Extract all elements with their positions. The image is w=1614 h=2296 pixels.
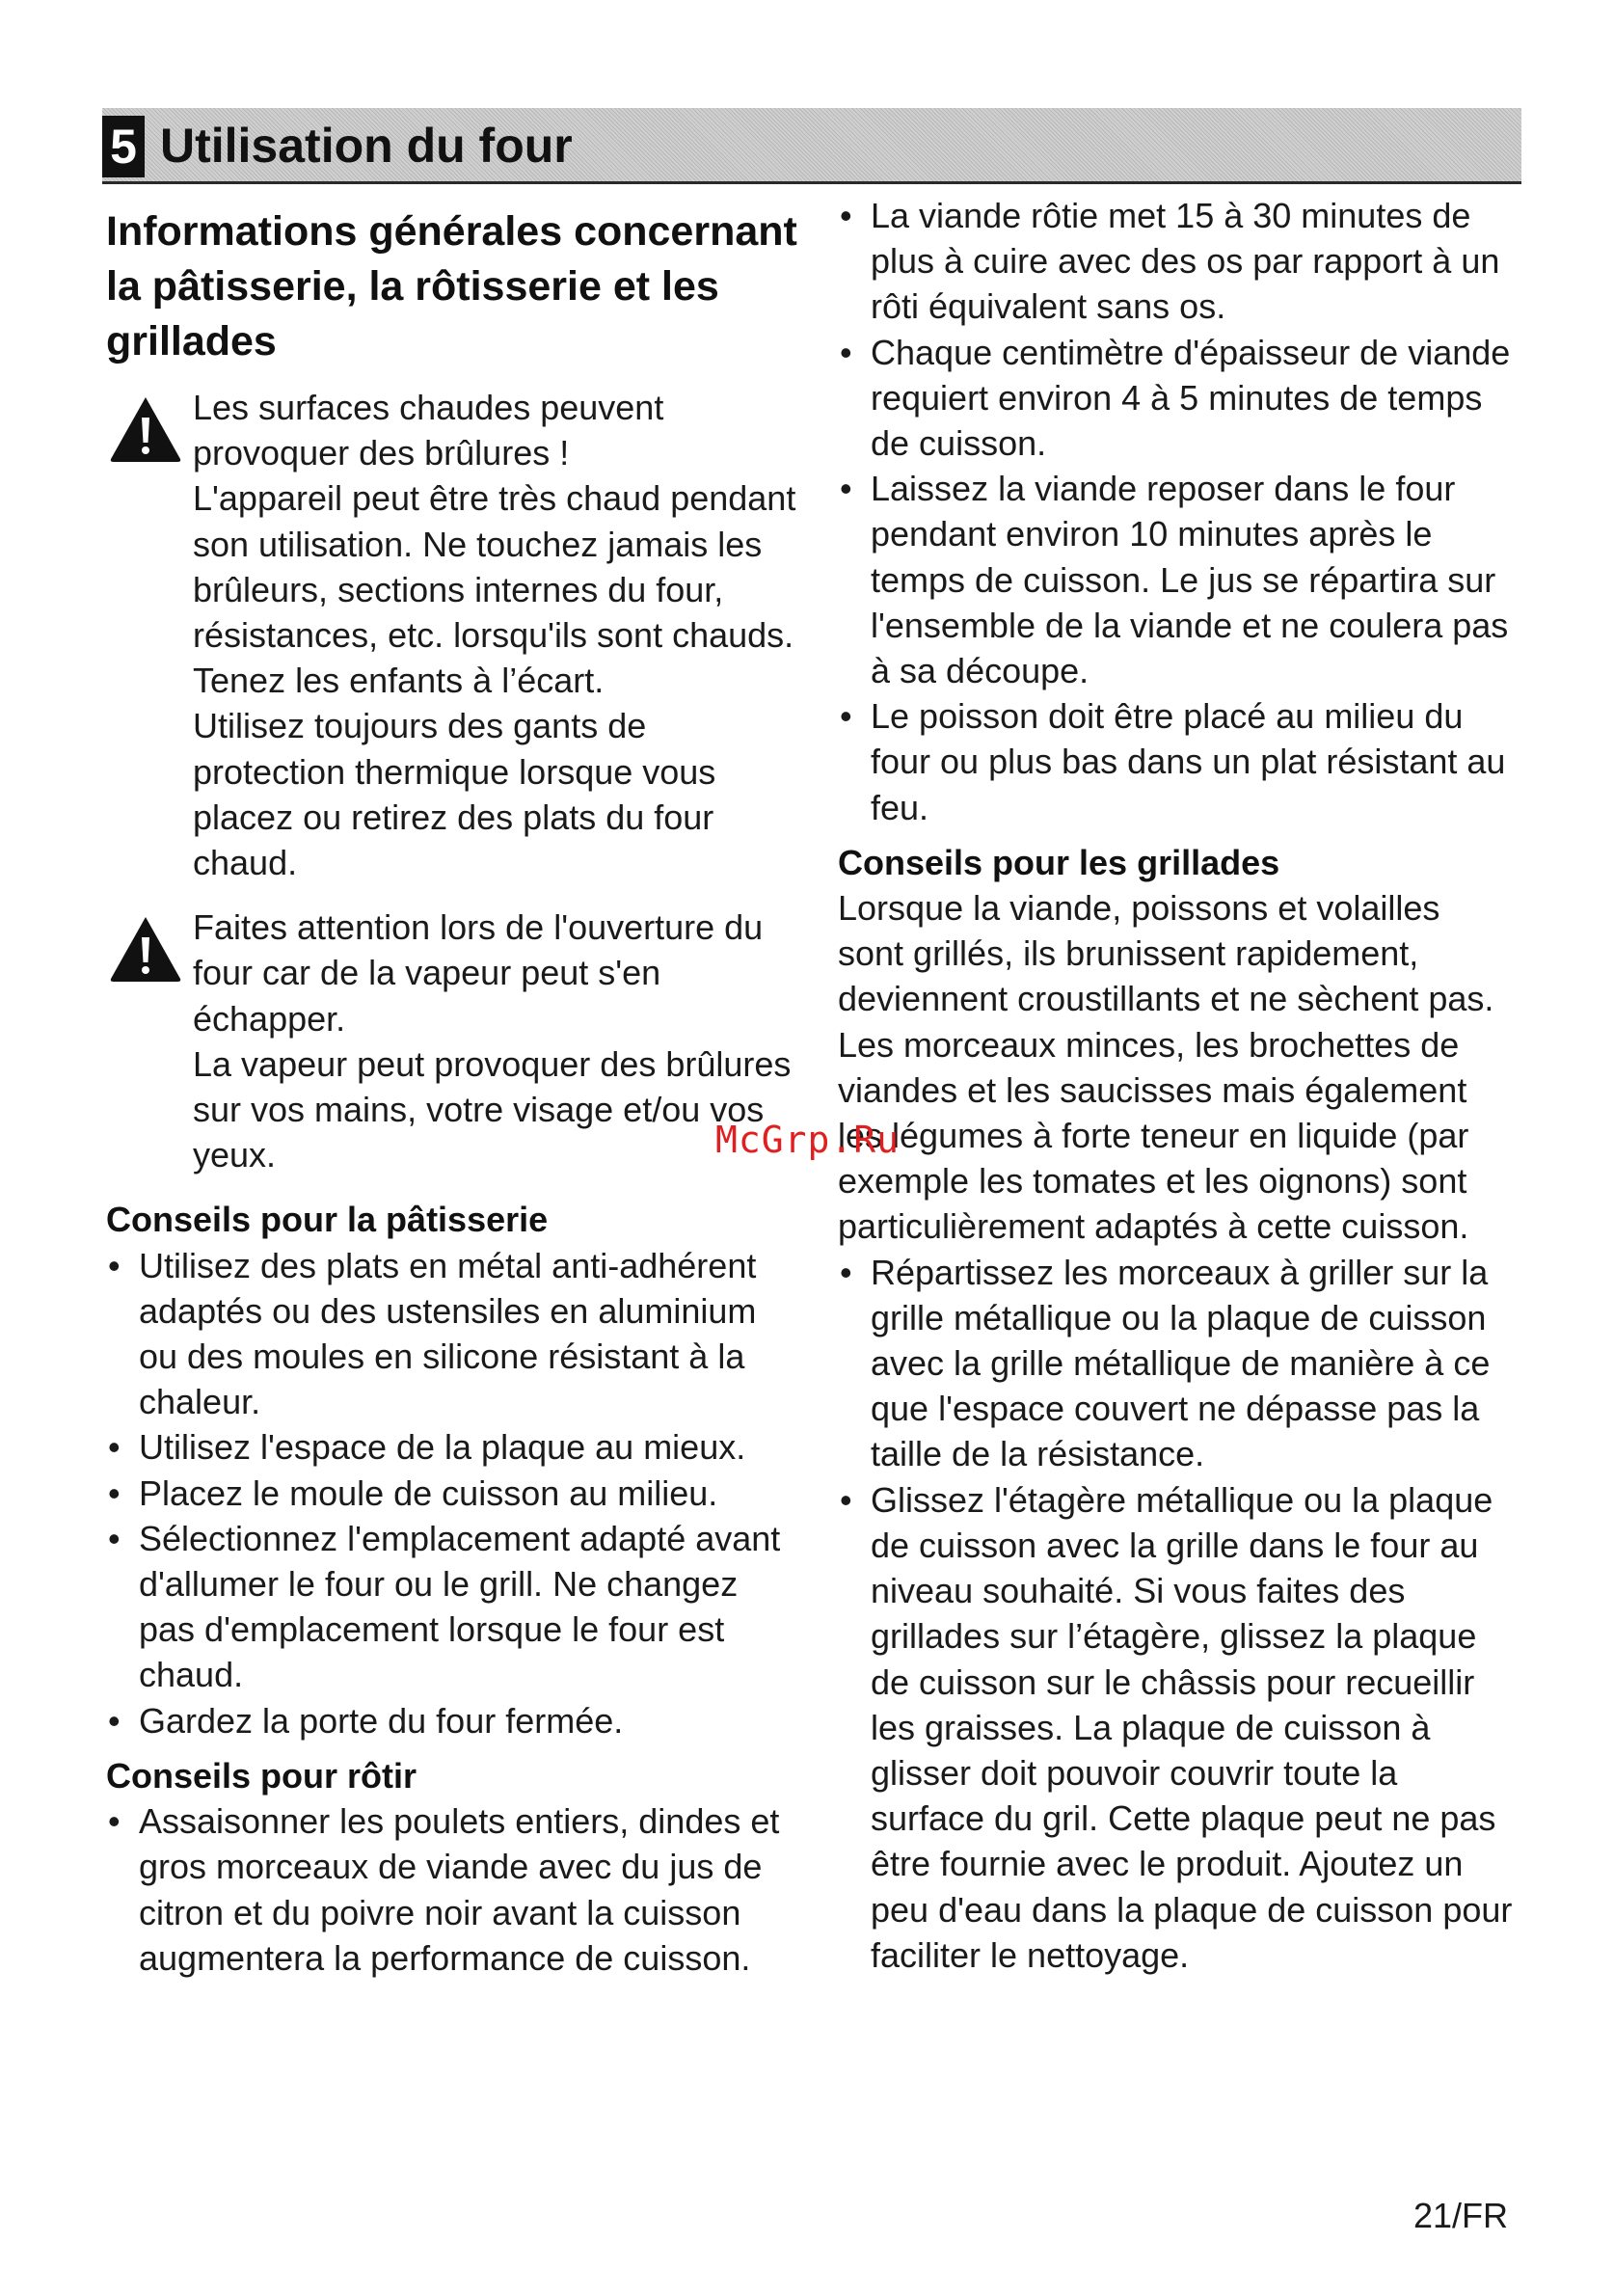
general-info-heading: Informations générales concernant la pâtisserie, la rôtisserie et les grillades: [106, 208, 797, 365]
list-item: • Chaque centimètre d'épaisseur de viande requiert environ 4 à 5 minutes de temps de cuisson.: [840, 332, 1511, 464]
roasting-list: [106, 1798, 800, 1981]
list-item: • Placez le moule de cuisson au milieu.: [108, 1472, 718, 1513]
list-item: • Glissez l'étagère métallique ou la plaque de cuisson avec la grille dans le four au niveau souhaité. Si vous faites des grillades sur l’étagère, glissez la plaque de cuisson sur le châssis pour recueillir les graisses. La plaque de cuisson à glisser doit pouvoir couvrir toute la surface du gril. Cette plaque peut ne pas être fournie avec le produit. Ajoutez un peu d'eau dans la plaque de cuisson pour faciliter le nettoyage.: [840, 1479, 1513, 1975]
list-item: • Laissez la viande reposer dans le four pendant environ 10 minutes après le temps de cuisson. Le jus se répartira sur l'ensemble de la viande et ne coulera pas à sa découpe.: [840, 469, 1509, 691]
warning-text: Faites attention lors de l'ouverture du four car de la vapeur peut s'en échapper.: [193, 907, 764, 1039]
right-column: [838, 193, 1513, 1978]
page-number: 21/FR: [1412, 2196, 1508, 2235]
list-item: • Gardez la porte du four fermée.: [108, 1700, 624, 1741]
warning-triangle-icon: [108, 914, 183, 984]
warning-text: L'appareil peut être très chaud pendant son utilisation. Ne touchez jamais les brûleurs, sections internes du four, résistances, etc. lorsqu'ils sont chauds. Tenez les enfants à l’écart.: [193, 478, 796, 701]
pastry-heading: Conseils pour la pâtisserie: [106, 1200, 549, 1240]
roasting-heading: Conseils pour rôtir: [106, 1755, 417, 1796]
hot-surfaces-warning: [106, 385, 800, 885]
watermark: McGrp.Ru: [715, 1119, 901, 1161]
list-item: • La viande rôtie met 15 à 30 minutes de plus à cuire avec des os par rapport à un rôti équivalent sans os.: [840, 196, 1500, 327]
pastry-list: [106, 1243, 800, 1743]
list-item: • Sélectionnez l'emplacement adapté avant d'allumer le four ou le grill. Ne changez pas d'emplacement lorsque le four est chaud.: [108, 1518, 781, 1695]
left-column: [106, 203, 800, 1981]
steam-warning: [106, 905, 800, 1177]
warning-text: Les surfaces chaudes peuvent provoquer des brûlures !: [193, 388, 664, 473]
section-title: Utilisation du four: [160, 119, 573, 173]
list-item: • Assaisonner les poulets entiers, dindes et gros morceaux de viande avec du jus de citron et du poivre noir avant la cuisson augmentera la performance de cuisson.: [108, 1801, 780, 1978]
warning-text: Utilisez toujours des gants de protection thermique lorsque vous placez ou retirez des plats du four chaud.: [193, 706, 716, 883]
warning-triangle-icon: [108, 394, 183, 464]
grilling-intro: Lorsque la viande, poissons et volailles sont grillés, ils brunissent rapidement, deviennent croustillants et ne sèchent pas. Les morceaux minces, les brochettes de viandes et les saucisses mais également les légumes à forte teneur en liquide (par exemple les tomates et les oignons) sont particulièrement adaptés à cette cuisson.: [838, 888, 1494, 1247]
list-item: • Utilisez des plats en métal anti-adhérent adaptés ou des ustensiles en aluminium ou des moules en silicone résistant à la chaleur.: [108, 1245, 757, 1422]
section-header-rule: [102, 181, 1521, 184]
section-number: 5: [102, 116, 145, 177]
list-item: • Utilisez l'espace de la plaque au mieux.: [108, 1427, 746, 1468]
list-item: • Répartissez les morceaux à griller sur la grille métallique ou la plaque de cuisson avec la grille métallique de manière à ce que l'espace couvert ne dépasse pas la taille de la résistance.: [840, 1252, 1491, 1474]
roasting-list-continued: [838, 193, 1513, 830]
grilling-list: [838, 1250, 1513, 1978]
grilling-heading: Conseils pour les grillades: [838, 842, 1280, 882]
warning-text: La vapeur peut provoquer des brûlures sur vos mains, votre visage et/ou vos yeux.: [193, 1043, 792, 1175]
list-item: • Le poisson doit être placé au milieu du four ou plus bas dans un plat résistant au feu.: [840, 696, 1506, 827]
